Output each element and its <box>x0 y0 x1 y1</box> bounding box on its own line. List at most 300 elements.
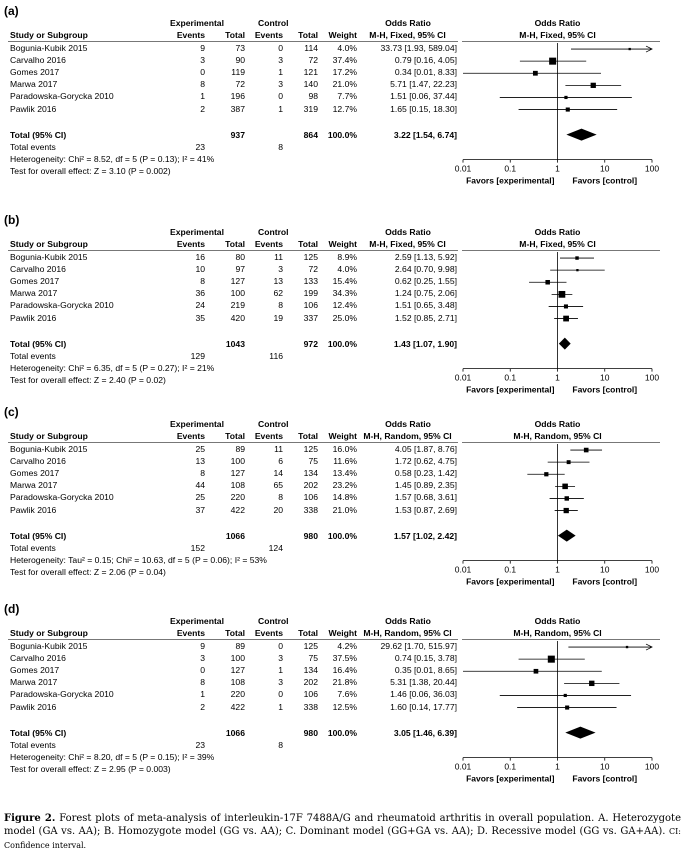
point-estimate <box>566 108 570 112</box>
exp-total: 422 <box>230 701 245 712</box>
exp-total: 220 <box>230 492 245 503</box>
study-name: Pawlik 2016 <box>10 504 57 515</box>
forest-plot <box>455 444 660 599</box>
tick-label: 0.1 <box>504 372 517 383</box>
total-ctrl: 980 <box>303 530 318 541</box>
ctrl-total: 338 <box>303 701 318 712</box>
header-rule <box>8 250 458 251</box>
exp-events: 0 <box>200 665 205 676</box>
tick-label: 0.01 <box>454 761 472 772</box>
exp-total: 127 <box>230 665 245 676</box>
total-events-label: Total events <box>10 350 56 361</box>
odds-ratio-plot-header: Odds Ratio <box>534 616 581 626</box>
study-or-ci: 2.64 [0.70, 9.98] <box>394 264 457 275</box>
favors-control-label: Favors [control] <box>572 576 638 587</box>
study-name: Carvalho 2016 <box>10 653 66 664</box>
experimental-header: Experimental <box>170 227 224 237</box>
total-weight: 100.0% <box>327 129 357 140</box>
tick-label: 0.01 <box>454 372 472 383</box>
exp-events: 16 <box>195 252 205 262</box>
total-events-label: Total events <box>10 141 56 152</box>
ctrl-events: 0 <box>278 91 283 102</box>
control-header: Control <box>258 227 289 237</box>
exp-events: 8 <box>200 79 205 90</box>
overall-effect-text: Test for overall effect: Z = 2.95 (P = 0.003) <box>10 763 171 774</box>
study-weight: 4.0% <box>337 264 357 275</box>
point-estimate <box>567 460 571 464</box>
method-header: M-H, Fixed, 95% CI <box>369 30 446 40</box>
header-rule <box>8 639 458 640</box>
odds-ratio-header: Odds Ratio <box>385 616 431 626</box>
tick-label: 0.1 <box>504 761 517 772</box>
total-or-ci: 3.05 [1.46, 6.39] <box>393 727 457 738</box>
study-marker <box>500 96 632 99</box>
exp-events: 24 <box>195 300 205 311</box>
total-weight: 100.0% <box>327 338 357 349</box>
ctrl-total: 75 <box>308 456 318 467</box>
forest-panel-c <box>0 405 685 605</box>
ctrl-total: 106 <box>303 689 318 700</box>
study-marker <box>568 644 652 650</box>
total-exp: 937 <box>230 129 245 140</box>
ctrl-total: 125 <box>303 252 318 262</box>
ctrl-events: 11 <box>274 444 283 454</box>
total-header-exp: Total <box>225 239 245 249</box>
study-name: Carvalho 2016 <box>10 264 66 275</box>
total-or-ci: 1.43 [1.07, 1.90] <box>393 338 457 349</box>
exp-total: 127 <box>230 276 245 287</box>
study-marker <box>549 304 583 308</box>
study-weight: 12.5% <box>332 701 357 712</box>
odds-ratio-plot-header: Odds Ratio <box>534 419 581 429</box>
events-header-ctrl: Events <box>254 431 283 441</box>
study-or-ci: 1.52 [0.85, 2.71] <box>394 312 457 323</box>
panel-label: (b) <box>4 213 20 227</box>
study-marker <box>517 706 616 710</box>
study-weight: 25.0% <box>332 312 357 323</box>
study-name: Bogunia-Kubik 2015 <box>10 444 88 454</box>
ctrl-total: 199 <box>303 288 318 299</box>
study-marker <box>463 669 602 674</box>
ctrl-events: 0 <box>278 43 283 53</box>
study-name: Carvalho 2016 <box>10 456 66 467</box>
events-header-ctrl: Events <box>254 239 283 249</box>
ctrl-events: 3 <box>278 653 283 664</box>
study-name: Gomes 2017 <box>10 67 60 78</box>
total-header-ctrl: Total <box>298 628 318 638</box>
pooled-diamond <box>566 129 596 141</box>
total-label: Total (95% CI) <box>10 530 67 541</box>
exp-total: 72 <box>235 79 245 90</box>
study-marker <box>571 46 652 52</box>
exp-total: 387 <box>230 103 245 114</box>
total-exp: 1043 <box>225 338 245 349</box>
overall-effect-text: Test for overall effect: Z = 2.40 (P = 0.02) <box>10 374 166 385</box>
exp-events: 1 <box>200 689 205 700</box>
study-or-ci: 5.31 [1.38, 20.44] <box>390 677 457 688</box>
exp-total: 422 <box>230 504 245 515</box>
point-estimate <box>564 694 567 697</box>
total-events-exp: 152 <box>190 542 205 553</box>
header-rule-plot <box>462 41 660 42</box>
total-header-ctrl: Total <box>298 239 318 249</box>
x-axis <box>455 369 660 395</box>
method-header: M-H, Random, 95% CI <box>363 431 452 441</box>
study-or-ci: 1.51 [0.65, 3.48] <box>394 300 457 311</box>
point-estimate <box>549 58 556 65</box>
tick-label: 1 <box>555 564 560 575</box>
study-or-ci: 2.59 [1.13, 5.92] <box>394 252 457 262</box>
study-weight: 4.2% <box>337 641 357 651</box>
exp-events: 37 <box>195 504 205 515</box>
tick-label: 10 <box>600 761 610 772</box>
ctrl-events: 1 <box>278 665 283 676</box>
total-exp: 1066 <box>225 530 245 541</box>
ctrl-total: 125 <box>303 641 318 651</box>
total-events-exp: 23 <box>195 141 205 152</box>
exp-total: 420 <box>230 312 245 323</box>
exp-events: 8 <box>200 276 205 287</box>
ctrl-events: 3 <box>278 79 283 90</box>
study-header: Study or Subgroup <box>10 239 88 249</box>
exp-events: 1 <box>200 91 205 102</box>
total-header-exp: Total <box>225 431 245 441</box>
ctrl-events: 6 <box>278 456 283 467</box>
total-events-exp: 23 <box>195 739 205 750</box>
study-name: Marwa 2017 <box>10 79 58 90</box>
ctrl-events: 3 <box>278 55 283 66</box>
exp-events: 2 <box>200 701 205 712</box>
exp-events: 35 <box>195 312 205 323</box>
odds-ratio-plot-header: Odds Ratio <box>534 227 581 237</box>
header-rule <box>8 41 458 42</box>
study-name: Pawlik 2016 <box>10 312 57 323</box>
ctrl-total: 106 <box>303 492 318 503</box>
total-header-ctrl: Total <box>298 431 318 441</box>
favors-experimental-label: Favors [experimental] <box>466 576 555 587</box>
ctrl-total: 75 <box>308 653 318 664</box>
control-header: Control <box>258 616 289 626</box>
forest-panel-a <box>0 4 685 204</box>
exp-total: 90 <box>235 55 245 66</box>
exp-total: 108 <box>230 480 245 491</box>
total-events-label: Total events <box>10 542 56 553</box>
study-marker <box>463 71 601 76</box>
pooled-diamond <box>565 727 595 739</box>
ctrl-events: 11 <box>274 252 283 262</box>
study-weight: 15.4% <box>332 276 357 287</box>
tick-label: 100 <box>644 564 660 575</box>
study-marker <box>529 280 566 285</box>
total-events-ctrl: 8 <box>278 141 283 152</box>
exp-total: 100 <box>230 456 245 467</box>
point-estimate <box>533 71 538 76</box>
exp-total: 108 <box>230 677 245 688</box>
weight-header: Weight <box>328 239 357 249</box>
favors-experimental-label: Favors [experimental] <box>466 384 555 395</box>
ctrl-total: 134 <box>303 665 318 676</box>
study-or-ci: 1.57 [0.68, 3.61] <box>394 492 457 503</box>
point-estimate <box>564 508 569 513</box>
study-weight: 21.8% <box>332 677 357 688</box>
ctrl-total: 319 <box>303 103 318 114</box>
study-weight: 11.6% <box>333 456 357 467</box>
odds-ratio-header: Odds Ratio <box>385 227 431 237</box>
study-weight: 8.9% <box>337 252 357 262</box>
total-label: Total (95% CI) <box>10 338 67 349</box>
tick-label: 0.1 <box>504 564 517 575</box>
study-or-ci: 1.60 [0.14, 17.77] <box>390 701 457 712</box>
study-weight: 12.4% <box>332 300 357 311</box>
point-estimate <box>584 448 589 453</box>
exp-total: 119 <box>231 67 245 78</box>
caption-label: Figure 2. <box>4 813 56 824</box>
exp-total: 100 <box>230 653 245 664</box>
ctrl-total: 98 <box>308 91 318 102</box>
control-header: Control <box>258 419 289 429</box>
study-weight: 14.8% <box>332 492 357 503</box>
total-ctrl: 864 <box>303 129 318 140</box>
study-marker <box>550 496 584 500</box>
study-or-ci: 33.73 [1.93, 589.04] <box>380 43 457 53</box>
ctrl-total: 337 <box>303 312 318 323</box>
study-header: Study or Subgroup <box>10 30 88 40</box>
method-header: M-H, Fixed, 95% CI <box>369 239 446 249</box>
point-estimate <box>562 484 568 490</box>
events-header-exp: Events <box>176 628 205 638</box>
method-header: M-H, Random, 95% CI <box>363 628 452 638</box>
total-header-ctrl: Total <box>298 30 318 40</box>
point-estimate <box>565 706 569 710</box>
ctrl-total: 134 <box>303 468 318 479</box>
study-name: Bogunia-Kubik 2015 <box>10 43 88 53</box>
events-header-exp: Events <box>176 239 205 249</box>
exp-total: 73 <box>235 43 245 53</box>
caption-text: Forest plots of meta-analysis of interleukin-17F 7488A/G and rheumatoid arthritis in overall population. A. Heterozygote model (GA vs. AA); B. Homozygote model (GG vs. AA); C. Dominant model (GG+GA vs. AA); D. Recessive model (GG vs. GA+AA). <box>4 813 681 838</box>
total-events-ctrl: 116 <box>269 350 283 361</box>
study-weight: 21.0% <box>332 504 357 515</box>
experimental-header: Experimental <box>170 616 224 626</box>
study-or-ci: 1.46 [0.06, 36.03] <box>390 689 457 700</box>
ctrl-events: 3 <box>278 264 283 275</box>
study-marker <box>555 484 575 490</box>
total-weight: 100.0% <box>327 727 357 738</box>
exp-events: 2 <box>200 103 205 114</box>
tick-label: 0.01 <box>454 564 472 575</box>
exp-events: 3 <box>200 55 205 66</box>
ctrl-events: 20 <box>273 504 283 515</box>
study-or-ci: 5.71 [1.47, 22.23] <box>390 79 457 90</box>
exp-total: 196 <box>230 91 245 102</box>
forest-panel-b <box>0 213 685 413</box>
tick-label: 0.01 <box>454 163 472 174</box>
exp-events: 9 <box>200 641 205 651</box>
ctrl-total: 114 <box>304 43 318 53</box>
study-name: Bogunia-Kubik 2015 <box>10 641 88 651</box>
ctrl-events: 13 <box>273 276 283 287</box>
x-axis <box>455 758 660 784</box>
point-estimate <box>544 472 548 476</box>
study-marker <box>548 460 590 464</box>
overall-effect-text: Test for overall effect: Z = 3.10 (P = 0.002) <box>10 165 171 176</box>
favors-control-label: Favors [control] <box>572 175 638 186</box>
total-ctrl: 980 <box>303 727 318 738</box>
study-name: Marwa 2017 <box>10 480 58 491</box>
study-marker <box>527 472 564 476</box>
exp-events: 0 <box>200 67 205 78</box>
study-weight: 16.0% <box>332 444 357 454</box>
total-or-ci: 1.57 [1.02, 2.42] <box>393 530 457 541</box>
study-name: Pawlik 2016 <box>10 103 57 114</box>
weight-header: Weight <box>328 628 357 638</box>
study-weight: 34.3% <box>332 288 357 299</box>
events-header-exp: Events <box>176 431 205 441</box>
ctrl-total: 202 <box>303 677 318 688</box>
study-name: Marwa 2017 <box>10 677 58 688</box>
exp-events: 25 <box>195 492 205 503</box>
study-marker <box>552 291 573 298</box>
caption-note: CI: Confidence interval. <box>4 827 681 850</box>
point-estimate <box>559 291 566 298</box>
total-label: Total (95% CI) <box>10 129 67 140</box>
ctrl-total: 72 <box>308 264 318 275</box>
study-weight: 17.2% <box>332 67 357 78</box>
ctrl-events: 3 <box>278 677 283 688</box>
exp-events: 13 <box>195 456 205 467</box>
exp-total: 220 <box>230 689 245 700</box>
exp-events: 44 <box>195 480 205 491</box>
total-header-exp: Total <box>225 30 245 40</box>
ctrl-events: 62 <box>273 288 283 299</box>
study-header: Study or Subgroup <box>10 628 88 638</box>
experimental-header: Experimental <box>170 419 224 429</box>
tick-label: 1 <box>555 761 560 772</box>
heterogeneity-text: Heterogeneity: Chi² = 8.52, df = 5 (P = 0.13); I² = 41% <box>10 153 215 164</box>
forest-plot <box>455 252 660 407</box>
ctrl-total: 133 <box>303 276 318 287</box>
study-or-ci: 1.53 [0.87, 2.69] <box>394 504 457 515</box>
study-or-ci: 0.58 [0.23, 1.42] <box>394 468 457 479</box>
point-estimate <box>589 681 594 686</box>
exp-total: 100 <box>230 288 245 299</box>
exp-total: 80 <box>235 252 245 262</box>
pooled-diamond <box>558 530 576 542</box>
ctrl-events: 1 <box>278 701 283 712</box>
exp-events: 10 <box>195 264 205 275</box>
point-estimate <box>629 48 631 50</box>
tick-label: 10 <box>600 564 610 575</box>
exp-events: 9 <box>200 43 205 53</box>
study-or-ci: 0.34 [0.01, 8.33] <box>394 67 457 78</box>
study-weight: 37.5% <box>332 653 357 664</box>
point-estimate <box>563 316 569 322</box>
heterogeneity-text: Heterogeneity: Chi² = 6.35, df = 5 (P = 0.27); I² = 21% <box>10 362 215 373</box>
exp-events: 36 <box>195 288 205 299</box>
study-or-ci: 29.62 [1.70, 515.97] <box>380 641 457 651</box>
ctrl-total: 338 <box>303 504 318 515</box>
tick-label: 0.1 <box>504 163 517 174</box>
total-events-ctrl: 124 <box>268 542 283 553</box>
events-header-ctrl: Events <box>254 30 283 40</box>
panel-label: (a) <box>4 4 19 18</box>
point-estimate <box>564 96 567 99</box>
study-or-ci: 4.05 [1.87, 8.76] <box>394 444 457 454</box>
point-estimate <box>564 304 568 308</box>
heterogeneity-text: Heterogeneity: Chi² = 8.20, df = 5 (P = 0.15); I² = 39% <box>10 751 215 762</box>
method-plot-header: M-H, Fixed, 95% CI <box>519 239 596 249</box>
point-estimate <box>576 269 578 271</box>
study-name: Bogunia-Kubik 2015 <box>10 252 88 262</box>
total-exp: 1066 <box>225 727 245 738</box>
point-estimate <box>545 280 550 285</box>
exp-events: 8 <box>200 468 205 479</box>
ctrl-events: 0 <box>278 689 283 700</box>
ctrl-total: 121 <box>303 67 318 78</box>
forest-plot <box>455 43 660 198</box>
ctrl-events: 14 <box>273 468 283 479</box>
study-marker <box>519 656 585 663</box>
tick-label: 100 <box>644 372 660 383</box>
study-or-ci: 1.65 [0.15, 18.30] <box>390 103 457 114</box>
study-or-ci: 0.62 [0.25, 1.55] <box>394 276 457 287</box>
study-name: Paradowska-Gorycka 2010 <box>10 300 114 311</box>
ctrl-total: 125 <box>303 444 318 454</box>
total-ctrl: 972 <box>303 338 318 349</box>
exp-total: 89 <box>235 641 245 651</box>
study-weight: 16.4% <box>332 665 357 676</box>
forest-plot <box>455 641 660 796</box>
header-rule <box>8 442 458 443</box>
control-header: Control <box>258 18 289 28</box>
study-or-ci: 1.72 [0.62, 4.75] <box>394 456 457 467</box>
study-weight: 12.7% <box>332 103 357 114</box>
study-marker <box>520 58 586 65</box>
method-plot-header: M-H, Random, 95% CI <box>513 628 602 638</box>
panel-label: (d) <box>4 602 20 616</box>
ctrl-total: 140 <box>303 79 318 90</box>
study-marker <box>570 448 602 453</box>
weight-header: Weight <box>328 30 357 40</box>
odds-ratio-plot-header: Odds Ratio <box>534 18 581 28</box>
study-name: Paradowska-Gorycka 2010 <box>10 91 114 102</box>
study-or-ci: 0.74 [0.15, 3.78] <box>394 653 457 664</box>
x-axis <box>455 160 660 186</box>
favors-control-label: Favors [control] <box>572 773 638 784</box>
ctrl-events: 8 <box>278 492 283 503</box>
ctrl-total: 72 <box>308 55 318 66</box>
method-plot-header: M-H, Random, 95% CI <box>513 431 602 441</box>
ctrl-events: 65 <box>273 480 283 491</box>
total-events-label: Total events <box>10 739 56 750</box>
study-name: Pawlik 2016 <box>10 701 57 712</box>
total-events-ctrl: 8 <box>278 739 283 750</box>
exp-total: 127 <box>230 468 245 479</box>
study-name: Carvalho 2016 <box>10 55 66 66</box>
total-weight: 100.0% <box>327 530 357 541</box>
forest-panel-d <box>0 602 685 802</box>
weight-header: Weight <box>328 431 357 441</box>
point-estimate <box>548 656 555 663</box>
overall-effect-text: Test for overall effect: Z = 2.06 (P = 0.04) <box>10 566 166 577</box>
ctrl-events: 19 <box>273 312 283 323</box>
study-weight: 13.4% <box>332 468 357 479</box>
ctrl-events: 1 <box>278 103 283 114</box>
point-estimate <box>534 669 539 674</box>
favors-experimental-label: Favors [experimental] <box>466 175 555 186</box>
panel-label: (c) <box>4 405 19 419</box>
point-estimate <box>591 83 596 88</box>
study-or-ci: 1.51 [0.06, 37.44] <box>390 91 457 102</box>
